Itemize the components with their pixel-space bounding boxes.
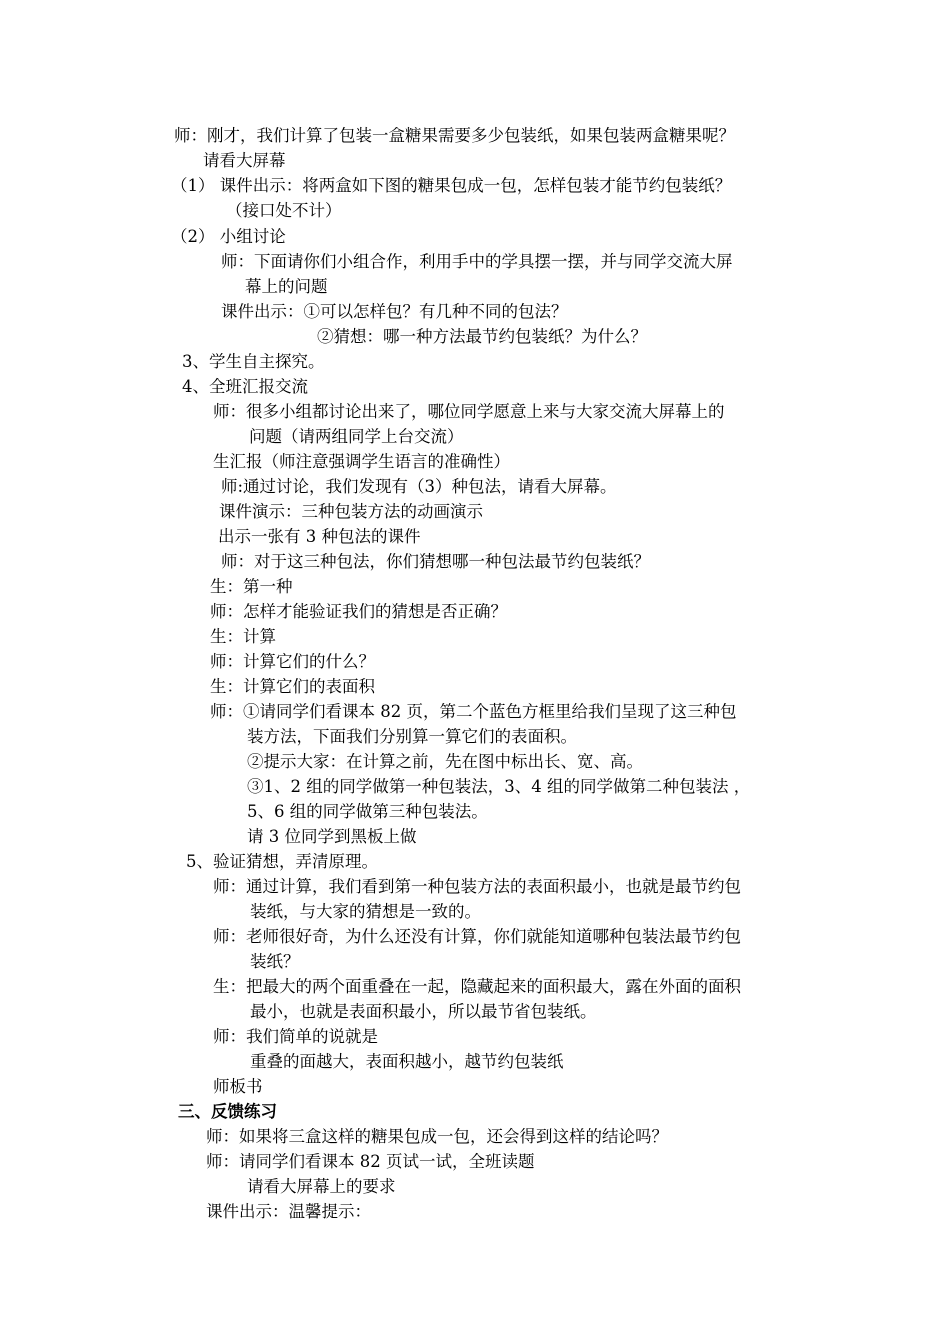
text-line-7: 幕上的问题 bbox=[245, 277, 328, 296]
text-line-36: 最小，也就是表面积最小，所以最节省包装纸。 bbox=[250, 1002, 597, 1021]
text-line-35: 生：把最大的两个面重叠在一起，隐藏起来的面积最大，露在外面的面积 bbox=[213, 977, 741, 996]
text-line-26: ②提示大家：在计算之前，先在图中标出长、宽、高。 bbox=[247, 752, 643, 771]
text-line-19: 生：第一种 bbox=[210, 577, 293, 596]
text-line-22: 师：计算它们的什么？ bbox=[210, 652, 375, 671]
text-line-2: 请看大屏幕 bbox=[203, 151, 286, 170]
text-line-43: 请看大屏幕上的要求 bbox=[247, 1177, 396, 1196]
text-line-9: ②猜想：哪一种方法最节约包装纸？为什么？ bbox=[317, 327, 647, 346]
text-line-37: 师：我们简单的说就是 bbox=[213, 1027, 378, 1046]
text-line-16: 课件演示：三种包装方法的动画演示 bbox=[219, 502, 483, 521]
text-line-23: 生：计算它们的表面积 bbox=[210, 677, 375, 696]
text-line-21: 生：计算 bbox=[210, 627, 276, 646]
section-heading-feedback: 三、反馈练习 bbox=[178, 1102, 277, 1121]
text-line-42: 师：请同学们看课本 82 页试一试，全班读题 bbox=[206, 1152, 535, 1171]
text-line-18: 师：对于这三种包法，你们猜想哪一种包法最节约包装纸？ bbox=[221, 552, 650, 571]
text-line-34: 装纸？ bbox=[250, 952, 300, 971]
text-line-5: （2） 小组讨论 bbox=[171, 227, 286, 246]
text-line-15: 师:通过讨论，我们发现有（3）种包法，请看大屏幕。 bbox=[221, 477, 617, 496]
text-line-44: 课件出示：温馨提示： bbox=[206, 1202, 371, 1221]
text-line-38: 重叠的面越大，表面积越小，越节约包装纸 bbox=[250, 1052, 564, 1071]
text-line-6: 师：下面请你们小组合作，利用手中的学具摆一摆，并与同学交流大屏 bbox=[221, 252, 733, 271]
text-line-24: 师：①请同学们看课本 82 页，第二个蓝色方框里给我们呈现了这三种包 bbox=[210, 702, 737, 721]
text-line-25: 装方法，下面我们分别算一算它们的表面积。 bbox=[247, 727, 577, 746]
text-line-31: 师：通过计算，我们看到第一种包装方法的表面积最小，也就是最节约包 bbox=[213, 877, 741, 896]
text-line-8: 课件出示：①可以怎样包？有几种不同的包法？ bbox=[221, 302, 568, 321]
text-line-39: 师板书 bbox=[213, 1077, 263, 1096]
text-line-1: 师：刚才，我们计算了包装一盒糖果需要多少包装纸，如果包装两盒糖果呢？ bbox=[174, 126, 735, 145]
text-line-3: （1） 课件出示：将两盒如下图的糖果包成一包，怎样包装才能节约包装纸？ bbox=[171, 176, 732, 195]
text-line-28: 5、6 组的同学做第三种包装法。 bbox=[247, 802, 488, 821]
text-line-10: 3、学生自主探究。 bbox=[182, 352, 325, 371]
text-line-20: 师：怎样才能验证我们的猜想是否正确？ bbox=[210, 602, 507, 621]
text-line-27: ③1、2 组的同学做第一种包装法，3、4 组的同学做第二种包装法 ， bbox=[247, 777, 751, 796]
text-line-30: 5、验证猜想，弄清原理。 bbox=[186, 852, 378, 871]
text-line-13: 问题（请两组同学上台交流） bbox=[249, 427, 464, 446]
text-line-29: 请 3 位同学到黑板上做 bbox=[247, 827, 417, 846]
text-line-33: 师：老师很好奇，为什么还没有计算，你们就能知道哪种包装法最节约包 bbox=[213, 927, 741, 946]
text-line-14: 生汇报（师注意强调学生语言的准确性） bbox=[213, 452, 510, 471]
text-line-32: 装纸，与大家的猜想是一致的。 bbox=[250, 902, 481, 921]
text-line-12: 师：很多小组都讨论出来了，哪位同学愿意上来与大家交流大屏幕上的 bbox=[213, 402, 725, 421]
text-line-41: 师：如果将三盒这样的糖果包成一包，还会得到这样的结论吗？ bbox=[206, 1127, 668, 1146]
text-line-17: 出示一张有 3 种包法的课件 bbox=[218, 527, 421, 546]
text-line-4: （接口处不计） bbox=[226, 201, 342, 220]
text-line-11: 4、全班汇报交流 bbox=[182, 377, 308, 396]
